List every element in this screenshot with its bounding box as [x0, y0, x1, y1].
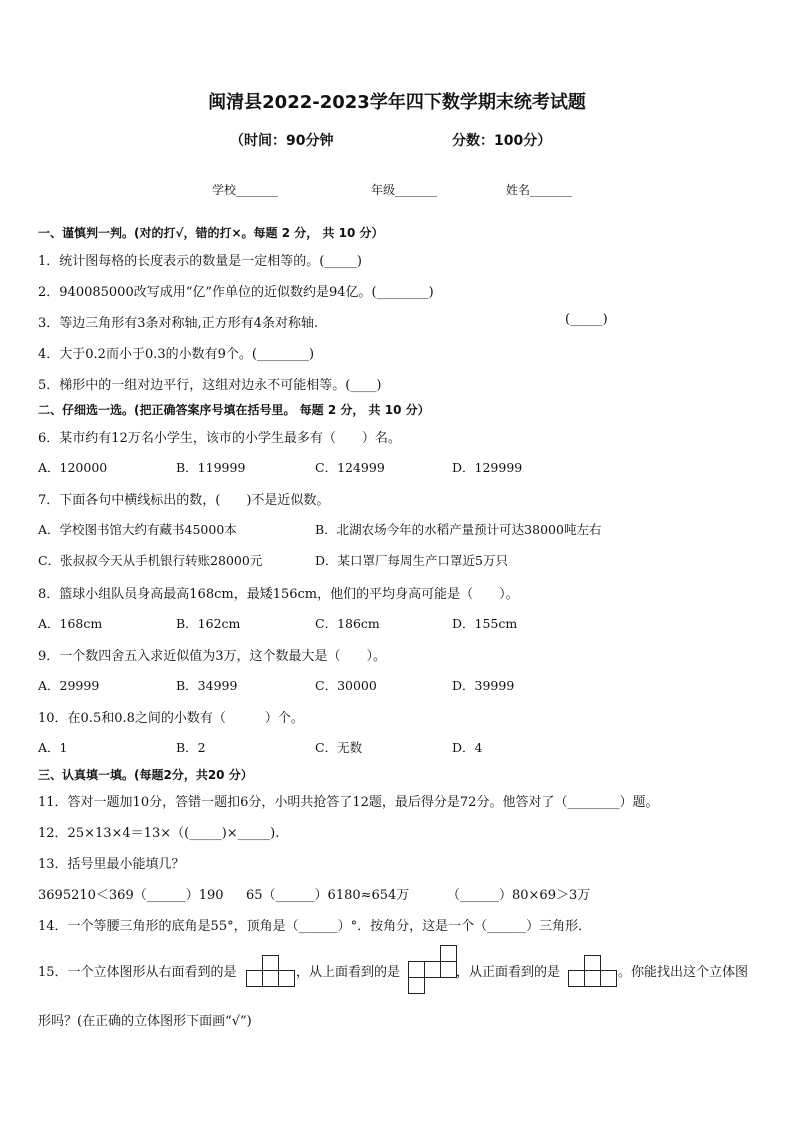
q8-option-a[interactable]: A．168cm — [38, 616, 103, 631]
top-view-square — [408, 977, 425, 994]
question-9: 9．一个数四舍五入求近似值为3万，这个数最大是（ ）。 — [38, 649, 387, 664]
question-15-instruction: 形吗？(在正确的立体图形下面画“√”) — [38, 1014, 252, 1029]
q10-option-d[interactable]: D．4 — [452, 740, 483, 755]
name-field[interactable]: 姓名_______ — [506, 183, 573, 197]
question-7: 7．下面各句中横线标出的数，( )不是近似数。 — [38, 493, 330, 508]
top-view-square — [408, 961, 425, 978]
school-field[interactable]: 学校_______ — [212, 183, 279, 197]
section-3-heading: 三、认真填一填。(每题2分，共20 分） — [38, 768, 253, 782]
q8-option-b[interactable]: B．162cm — [176, 616, 241, 631]
question-13: 13．括号里最小能填几？ — [38, 857, 185, 872]
q10-option-b[interactable]: B．2 — [176, 740, 206, 755]
q9-option-b[interactable]: B．34999 — [176, 678, 238, 693]
question-13-part-c: （______）80×69＞3万 — [447, 888, 591, 903]
right-view-square — [246, 970, 263, 987]
top-view-square — [424, 961, 441, 978]
question-2: 2．940085000改写成用“亿”作单位的近似数约是94亿。(________) — [38, 285, 434, 300]
question-4: 4．大于0.2而小于0.3的小数有9个。(________) — [38, 347, 315, 362]
question-15-intro: 15．一个立体图形从右面看到的是 — [38, 965, 237, 980]
question-6: 6．某市约有12万名小学生，该市的小学生最多有（ ）名。 — [38, 431, 401, 446]
q7-option-a[interactable]: A．学校图书馆大约有藏书45000本 — [38, 522, 237, 537]
q9-option-d[interactable]: D．39999 — [452, 678, 515, 693]
question-15-prompt: 。你能找出这个立体图 — [618, 965, 749, 980]
front-view-square — [584, 970, 601, 987]
question-11: 11．答对一题加10分，答错一题扣6分，小明共抢答了12题，最后得分是72分。他答对了（________）题。 — [38, 795, 659, 810]
top-view-square — [440, 945, 457, 962]
grade-field[interactable]: 年级_______ — [371, 183, 438, 197]
q8-option-d[interactable]: D．155cm — [452, 616, 518, 631]
top-view-square — [440, 961, 457, 978]
question-10: 10．在0.5和0.8之间的小数有（ ）个。 — [38, 711, 304, 726]
exam-time: （时间：90分钟 — [230, 133, 334, 149]
question-13-part-b: 65（______）6180≈654万 — [246, 888, 410, 903]
q10-option-a[interactable]: A．1 — [38, 740, 68, 755]
q6-option-a[interactable]: A．120000 — [38, 460, 108, 475]
question-3-answer-blank[interactable]: (_____) — [565, 312, 608, 327]
q6-option-d[interactable]: D．129999 — [452, 460, 523, 475]
question-15-top-view-text: ，从上面看到的是 — [296, 965, 401, 980]
q7-option-c[interactable]: C．张叔叔今天从手机银行转账28000元 — [38, 553, 263, 568]
q6-option-b[interactable]: B．119999 — [176, 460, 246, 475]
question-5: 5．梯形中的一组对边平行，这组对边永不可能相等。(____) — [38, 378, 382, 393]
q8-option-c[interactable]: C．186cm — [315, 616, 380, 631]
question-12: 12．25×13×4＝13×（(_____)×_____). — [38, 826, 280, 841]
question-15-front-view-text: ，从正面看到的是 — [456, 965, 561, 980]
q7-option-d[interactable]: D．某口罩厂每周生产口罩近5万只 — [315, 553, 508, 568]
right-view-square — [262, 970, 279, 987]
front-view-square — [568, 970, 585, 987]
right-view-square — [278, 970, 295, 987]
question-13-part-a: 3695210＜369（______）190 — [38, 888, 224, 903]
question-3: 3．等边三角形有3条对称轴,正方形有4条对称轴. — [38, 316, 319, 331]
question-1: 1．统计图每格的长度表示的数量是一定相等的。(_____) — [38, 254, 362, 269]
question-14: 14．一个等腰三角形的底角是55°，顶角是（______）°．按角分，这是一个（______）三角形． — [38, 919, 592, 934]
q9-option-a[interactable]: A．29999 — [38, 678, 100, 693]
front-view-square — [600, 970, 617, 987]
q10-option-c[interactable]: C．无数 — [315, 740, 363, 755]
question-8: 8．篮球小组队员身高最高168cm，最矮156cm，他们的平均身高可能是（ ）。 — [38, 587, 519, 602]
section-1-heading: 一、谨慎判一判。(对的打√，错的打×。每题 2 分， 共 10 分） — [38, 226, 384, 240]
section-2-heading: 二、仔细选一选。(把正确答案序号填在括号里。 每题 2 分， 共 10 分） — [38, 403, 430, 417]
q7-option-b[interactable]: B．北湖农场今年的水稻产量预计可达38000吨左右 — [315, 522, 602, 537]
page-title: 闽清县2022-2023学年四下数学期末统考试题 — [208, 92, 586, 113]
exam-score: 分数：100分） — [452, 133, 552, 149]
q9-option-c[interactable]: C．30000 — [315, 678, 377, 693]
q6-option-c[interactable]: C．124999 — [315, 460, 385, 475]
